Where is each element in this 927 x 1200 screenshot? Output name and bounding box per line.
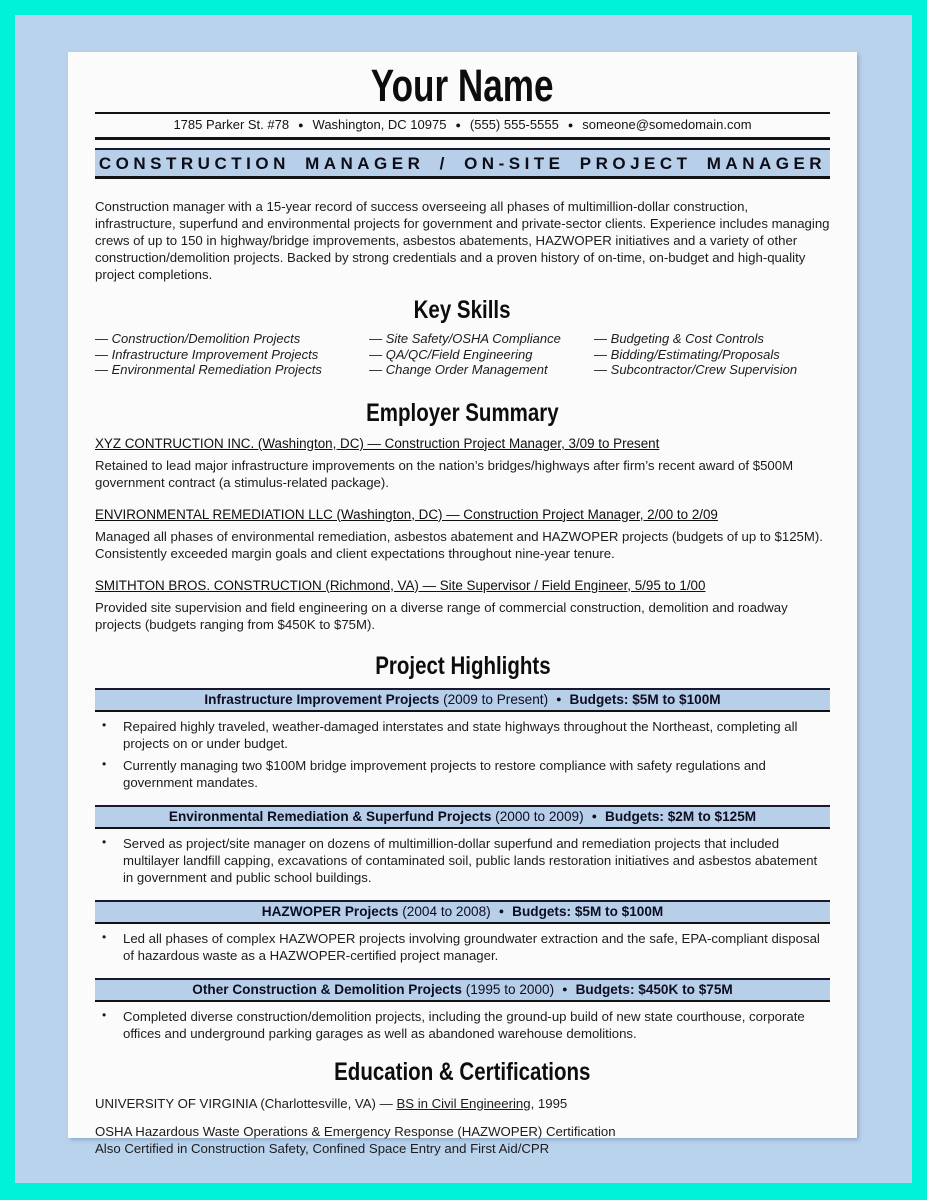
bullet-separator-icon: ●	[556, 694, 562, 704]
employer-entry-heading: ENVIRONMENTAL REMEDIATION LLC (Washington, DC) — Construction Project Manager, 2/00 to 2/09	[95, 506, 718, 522]
bullet-dot-icon: •	[102, 756, 107, 771]
bullet-dot-icon: •	[102, 929, 107, 944]
education-university: UNIVERSITY OF VIRGINIA (Charlottesville, VA) —	[95, 1095, 397, 1111]
bullet-dot-icon: •	[102, 717, 107, 732]
project-bullet: • Repaired highly traveled, weather-damaged interstates and state highways throughout the Northeast, completing all projects on or under budget.	[102, 717, 798, 751]
skill-item: — Environmental Remediation Projects	[95, 362, 322, 377]
bullet-separator-icon: ●	[591, 811, 598, 821]
professional-summary: Construction manager with a 15-year record of success overseeing all phases of multimillion-dollar construction, infrastructure, superfund and environmental projects for government and private-sector clients. Experience includes managing crews of up to 150 in highway/bridge improvements, asbestos abatements, HAZWOPER initiatives and a variety of other construction/demolition projects. Backed by strong credentials and a proven history of on-time, on-budget and high-quality project completions.	[95, 199, 830, 282]
candidate-name: Your Name	[371, 60, 554, 111]
project-group-period: (2000 to 2009)	[491, 809, 584, 824]
project-group-bar	[95, 978, 830, 1002]
education-degree: BS in Civil Engineering	[396, 1095, 531, 1111]
project-group-title: HAZWOPER Projects	[261, 904, 399, 919]
project-group-bar	[95, 805, 830, 829]
project-bullet-list	[95, 718, 830, 791]
contact-line	[95, 114, 830, 137]
section-heading-project-highlights: Project Highlights	[374, 651, 551, 680]
employer-entry-description: Retained to lead major infrastructure improvements on the nation’s bridges/highways after firm’s recent award of $500M government contract (a stimulus-related package).	[95, 457, 794, 490]
skills-column-2	[369, 331, 594, 378]
project-group-budget: Budgets: $5M to $100M	[512, 904, 664, 919]
project-bullet: • Completed diverse construction/demolition projects, including the ground-up build of new state courthouse, corporate offices and underground parking garages as well as abandoned warehouse demolitions.	[102, 1007, 805, 1041]
project-bullet: • Served as project/site manager on dozens of multimillion-dollar superfund and remediation projects that included multilayer landfill capping, excavations of contaminated soil, public lands restoration initiatives and asbestos abatement in government and public school buildings.	[102, 834, 818, 885]
bullet-separator-icon: ●	[455, 120, 461, 130]
key-skills-columns	[95, 331, 830, 378]
employer-entry	[95, 435, 830, 491]
project-group-title: Infrastructure Improvement Projects	[204, 692, 440, 707]
bullet-separator-icon: ●	[562, 984, 568, 994]
project-bullet-list	[95, 930, 830, 964]
certification-line: OSHA Hazardous Waste Operations & Emergency Response (HAZWOPER) Certification	[95, 1123, 616, 1139]
certification-line: Also Certified in Construction Safety, Confined Space Entry and First Aid/CPR	[95, 1140, 550, 1156]
project-group-title: Environmental Remediation & Superfund Projects	[168, 809, 492, 824]
bullet-dot-icon: •	[102, 1007, 107, 1022]
contact-phone: (555) 555-5555	[469, 117, 559, 132]
employer-entry	[95, 506, 830, 562]
employer-entry-description: Provided site supervision and field engineering on a diverse range of commercial construction, demolition and roadway projects (budgets ranging from $450K to $75M).	[95, 599, 788, 632]
project-bullet-list	[95, 835, 830, 886]
project-bullet-list	[95, 1008, 830, 1042]
skill-item: — Infrastructure Improvement Projects	[95, 346, 319, 362]
project-group-bar	[95, 688, 830, 712]
contact-email: someone@somedomain.com	[582, 117, 752, 132]
project-group-period: (2009 to Present)	[439, 692, 549, 707]
section-heading-key-skills: Key Skills	[414, 296, 511, 324]
skill-item: — Subcontractor/Crew Supervision	[594, 362, 798, 377]
name-heading-row	[95, 62, 830, 110]
skills-column-3	[594, 331, 830, 378]
employer-entry	[95, 577, 830, 633]
skill-item: — Site Safety/OSHA Compliance	[369, 331, 561, 346]
employer-entry-heading: SMITHTON BROS. CONSTRUCTION (Richmond, VA) — Site Supervisor / Field Engineer, 5/95 to 1/00	[95, 577, 706, 593]
skill-item: — QA/QC/Field Engineering	[369, 346, 533, 362]
project-bullet: • Led all phases of complex HAZWOPER projects involving groundwater extraction and the safe, EPA-compliant disposal of hazardous waste as a HAZWOPER-certified project manager.	[102, 929, 820, 963]
skill-item: — Bidding/Estimating/Proposals	[594, 346, 780, 362]
skill-item: — Budgeting & Cost Controls	[594, 331, 764, 346]
education-year: , 1995	[530, 1095, 568, 1111]
project-group-budget: Budgets: $5M to $100M	[569, 692, 721, 707]
project-group-title: Other Construction & Demolition Projects	[192, 982, 462, 997]
section-heading-employer-summary: Employer Summary	[366, 398, 559, 427]
project-group-budget: Budgets: $450K to $75M	[575, 982, 733, 997]
rule-below-contact	[95, 137, 830, 140]
section-heading-education: Education & Certifications	[334, 1057, 591, 1086]
job-title-banner: CONSTRUCTION MANAGER / ON-SITE PROJECT MANAGER	[95, 148, 830, 179]
project-group-period: (1995 to 2000)	[461, 982, 555, 997]
project-group-budget: Budgets: $2M to $125M	[605, 809, 757, 824]
project-group-period: (2004 to 2008)	[398, 904, 491, 919]
employer-entry-heading: XYZ CONTRUCTION INC. (Washington, DC) — Construction Project Manager, 3/09 to Present	[95, 435, 660, 451]
contact-city-zip: Washington, DC 10975	[312, 117, 447, 132]
resume-sheet	[68, 52, 857, 1156]
skills-column-1	[95, 331, 369, 378]
skill-item: — Change Order Management	[369, 362, 548, 377]
bullet-separator-icon: ●	[567, 120, 574, 130]
bullet-dot-icon: •	[102, 834, 107, 849]
employer-entry-description: Managed all phases of environmental remediation, asbestos abatement and HAZWOPER projects (budgets of up to $125M). Consistently exceeded margin goals and client expectations throughout nine-year tenure.	[95, 528, 823, 561]
bullet-separator-icon: ●	[298, 120, 304, 130]
education-degree-line	[95, 1095, 830, 1112]
project-bullet: • Currently managing two $100M bridge improvement projects to restore compliance with safety regulations and government mandates.	[102, 756, 766, 790]
skill-item: — Construction/Demolition Projects	[95, 331, 301, 346]
bullet-separator-icon: ●	[498, 906, 505, 916]
contact-address: 1785 Parker St. #78	[173, 117, 290, 132]
project-group-bar	[95, 900, 830, 924]
